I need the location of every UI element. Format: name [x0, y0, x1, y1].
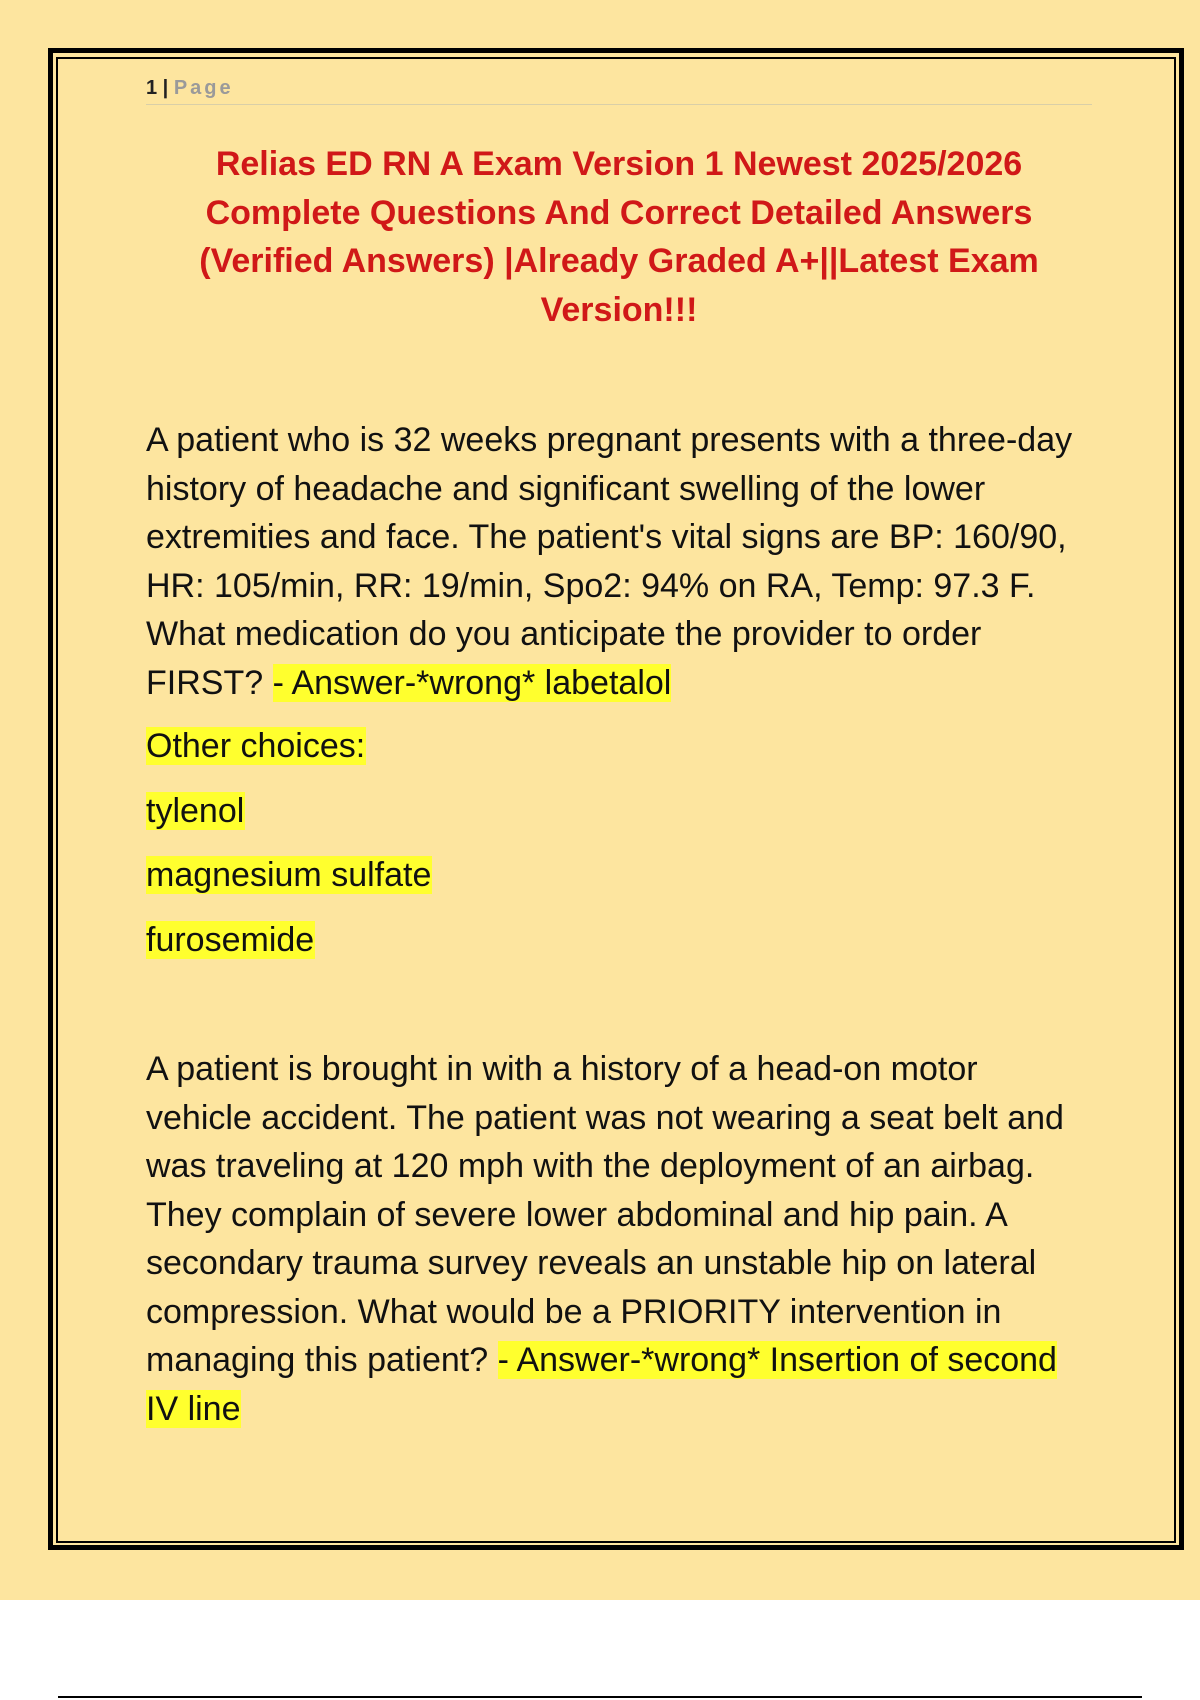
question-1: [146, 416, 1092, 707]
choice-item: furosemide: [146, 920, 315, 959]
page-number: 1: [146, 77, 158, 99]
choices-label: Other choices:: [146, 727, 366, 765]
question-1-answer: - Answer-*wrong* labetalol: [272, 663, 672, 702]
question-2-text: A patient is brought in with a history of a head-on motor vehicle accident. The patient was not wearing a seat belt and was traveling at 120 mph with the deployment of an airbag. They complain of severe lower abdominal and hip pain. A secondary trauma survey reveals an unstable hip on lateral compression. What would be a PRIORITY intervention in managing this patient?: [146, 1050, 1064, 1379]
bottom-divider: [58, 1696, 1142, 1698]
choice-item: tylenol: [146, 791, 245, 830]
question-2: [146, 1045, 1092, 1433]
question-2-answer: - Answer-*wrong* Insertion of second IV line: [146, 1341, 1057, 1428]
page-header: [146, 74, 1092, 105]
page-separator: |: [157, 77, 174, 99]
question-1-text: A patient who is 32 weeks pregnant presents with a three-day history of headache and significant swelling of the lower extremities and face. The patient's vital signs are BP: 160/90, HR: 105/min, RR: 19/min, Spo2: 94% on RA, Temp: 97.3 F. What medication do you anticipate the provider to order FIRST?: [146, 421, 1073, 702]
choice-item: magnesium sulfate: [146, 856, 432, 894]
question-1-choices: [146, 724, 1092, 982]
document-title: Relias ED RN A Exam Version 1 Newest 2025/2026 Complete Questions And Correct Detailed Answers (Verified Answers) |Already Graded A+||Latest Exam Version!!!: [199, 145, 1039, 329]
page-word: Page: [173, 77, 234, 99]
